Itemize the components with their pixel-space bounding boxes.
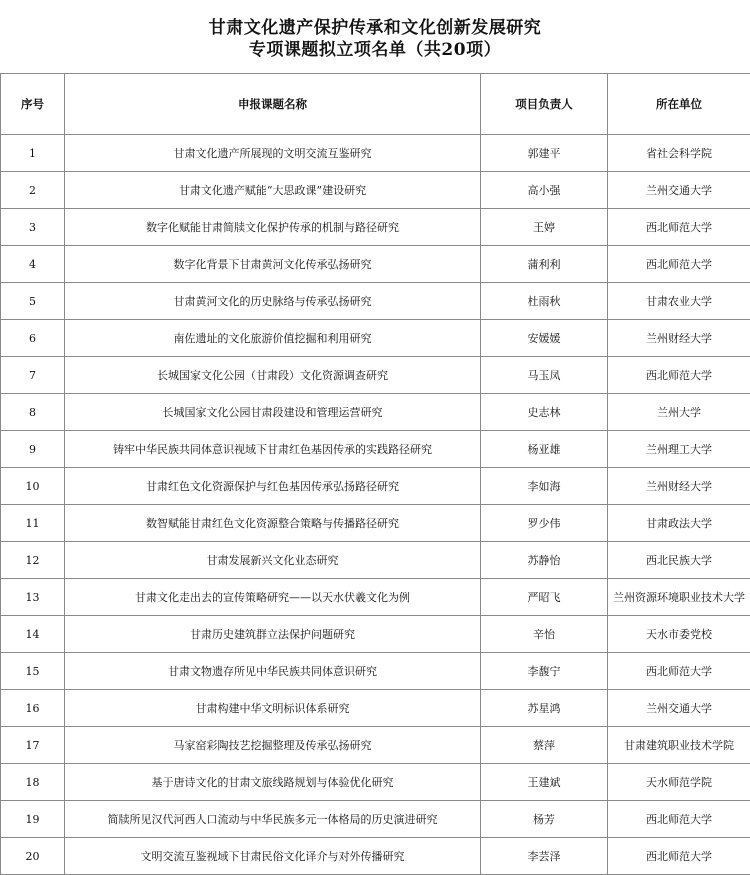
title-line-2: 专项课题拟立项名单（共20项） [0, 39, 750, 61]
row-leader: 蒲利利 [481, 246, 608, 283]
row-leader: 杜雨秋 [481, 283, 608, 320]
row-unit: 兰州资源环境职业技术大学 [608, 579, 750, 616]
table-row [1, 209, 750, 246]
row-unit: 兰州财经大学 [608, 320, 750, 357]
row-number: 12 [1, 542, 65, 579]
row-unit: 西北师范大学 [608, 653, 750, 690]
project-list-table [0, 73, 750, 875]
table-row [1, 357, 750, 394]
row-unit: 兰州理工大学 [608, 431, 750, 468]
row-leader: 安媛媛 [481, 320, 608, 357]
row-leader: 王婷 [481, 209, 608, 246]
row-unit: 甘肃农业大学 [608, 283, 750, 320]
table-row [1, 616, 750, 653]
table-row [1, 283, 750, 320]
table-row [1, 801, 750, 838]
row-unit: 西北师范大学 [608, 838, 750, 875]
row-number: 9 [1, 431, 65, 468]
row-leader: 史志林 [481, 394, 608, 431]
document-title [0, 0, 750, 62]
row-number: 6 [1, 320, 65, 357]
row-unit: 省社会科学院 [608, 135, 750, 172]
row-leader: 李芸泽 [481, 838, 608, 875]
row-leader: 马玉凤 [481, 357, 608, 394]
row-topic: 马家窑彩陶技艺挖掘整理及传承弘扬研究 [65, 727, 481, 764]
row-topic: 数字化赋能甘肃简牍文化保护传承的机制与路径研究 [65, 209, 481, 246]
row-leader: 王建斌 [481, 764, 608, 801]
row-unit: 兰州交通大学 [608, 690, 750, 727]
table-row [1, 394, 750, 431]
row-number: 14 [1, 616, 65, 653]
row-topic: 长城国家文化公园（甘肃段）文化资源调查研究 [65, 357, 481, 394]
row-topic: 甘肃文化遗产所展现的文明交流互鉴研究 [65, 135, 481, 172]
row-leader: 严昭飞 [481, 579, 608, 616]
row-number: 15 [1, 653, 65, 690]
row-leader: 杨芳 [481, 801, 608, 838]
row-unit: 西北民族大学 [608, 542, 750, 579]
row-number: 2 [1, 172, 65, 209]
row-leader: 李如海 [481, 468, 608, 505]
table-row [1, 838, 750, 875]
row-topic: 甘肃文化遗产赋能“大思政课”建设研究 [65, 172, 481, 209]
row-number: 18 [1, 764, 65, 801]
table-row [1, 135, 750, 172]
row-number: 17 [1, 727, 65, 764]
table-row [1, 764, 750, 801]
row-topic: 长城国家文化公园甘肃段建设和管理运营研究 [65, 394, 481, 431]
row-number: 8 [1, 394, 65, 431]
row-number: 20 [1, 838, 65, 875]
row-unit: 兰州财经大学 [608, 468, 750, 505]
row-unit: 兰州大学 [608, 394, 750, 431]
row-unit: 西北师范大学 [608, 246, 750, 283]
row-leader: 罗少伟 [481, 505, 608, 542]
row-unit: 甘肃建筑职业技术学院 [608, 727, 750, 764]
row-number: 7 [1, 357, 65, 394]
row-number: 19 [1, 801, 65, 838]
header-leader: 项目负责人 [481, 74, 608, 135]
row-number: 4 [1, 246, 65, 283]
table-row [1, 468, 750, 505]
header-unit: 所在单位 [608, 74, 750, 135]
row-leader: 郭建平 [481, 135, 608, 172]
row-topic: 甘肃构建中华文明标识体系研究 [65, 690, 481, 727]
row-topic: 甘肃发展新兴文化业态研究 [65, 542, 481, 579]
row-unit: 西北师范大学 [608, 357, 750, 394]
table-row [1, 505, 750, 542]
title-line-1: 甘肃文化遗产保护传承和文化创新发展研究 [0, 17, 750, 39]
header-topic: 申报课题名称 [65, 74, 481, 135]
row-leader: 苏静怡 [481, 542, 608, 579]
row-topic: 基于唐诗文化的甘肃文旅线路规划与体验优化研究 [65, 764, 481, 801]
header-number: 序号 [1, 74, 65, 135]
row-number: 11 [1, 505, 65, 542]
row-leader: 高小强 [481, 172, 608, 209]
row-leader: 李馥宁 [481, 653, 608, 690]
row-topic: 甘肃历史建筑群立法保护问题研究 [65, 616, 481, 653]
row-leader: 杨亚雄 [481, 431, 608, 468]
row-topic: 甘肃黄河文化的历史脉络与传承弘扬研究 [65, 283, 481, 320]
row-number: 3 [1, 209, 65, 246]
table-row [1, 653, 750, 690]
row-unit: 兰州交通大学 [608, 172, 750, 209]
row-topic: 甘肃红色文化资源保护与红色基因传承弘扬路径研究 [65, 468, 481, 505]
row-topic: 简牍所见汉代河西人口流动与中华民族多元一体格局的历史演进研究 [65, 801, 481, 838]
row-leader: 蔡萍 [481, 727, 608, 764]
row-leader: 苏星鸿 [481, 690, 608, 727]
row-topic: 文明交流互鉴视域下甘肃民俗文化译介与对外传播研究 [65, 838, 481, 875]
table-row [1, 690, 750, 727]
row-unit: 天水师范学院 [608, 764, 750, 801]
row-topic: 铸牢中华民族共同体意识视域下甘肃红色基因传承的实践路径研究 [65, 431, 481, 468]
table-row [1, 727, 750, 764]
table-row [1, 579, 750, 616]
row-leader: 辛怡 [481, 616, 608, 653]
row-topic: 数字化背景下甘肃黄河文化传承弘扬研究 [65, 246, 481, 283]
table-row [1, 431, 750, 468]
table-header-row [1, 74, 750, 135]
row-unit: 西北师范大学 [608, 209, 750, 246]
row-number: 16 [1, 690, 65, 727]
row-topic: 甘肃文化走出去的宣传策略研究——以天水伏羲文化为例 [65, 579, 481, 616]
row-number: 1 [1, 135, 65, 172]
row-topic: 南佐遗址的文化旅游价值挖掘和利用研究 [65, 320, 481, 357]
row-topic: 数智赋能甘肃红色文化资源整合策略与传播路径研究 [65, 505, 481, 542]
table-row [1, 320, 750, 357]
row-number: 10 [1, 468, 65, 505]
table-row [1, 542, 750, 579]
row-unit: 西北师范大学 [608, 801, 750, 838]
row-topic: 甘肃文物遗存所见中华民族共同体意识研究 [65, 653, 481, 690]
row-unit: 甘肃政法大学 [608, 505, 750, 542]
table-row [1, 246, 750, 283]
row-number: 5 [1, 283, 65, 320]
row-number: 13 [1, 579, 65, 616]
row-unit: 天水市委党校 [608, 616, 750, 653]
table-row [1, 172, 750, 209]
